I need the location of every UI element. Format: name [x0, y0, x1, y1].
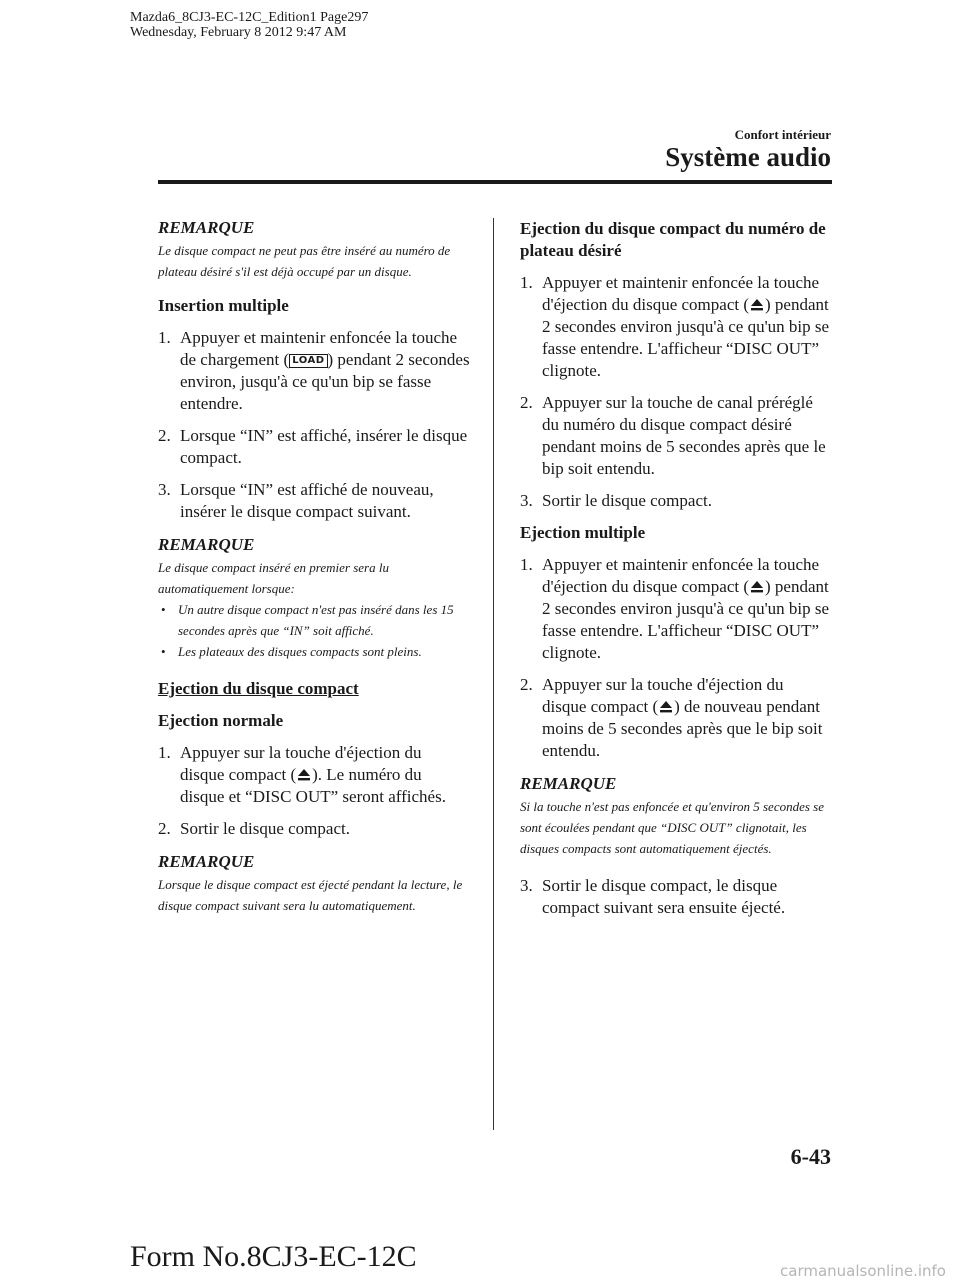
insertion-heading: Insertion multiple [158, 296, 289, 315]
eject-icon [297, 768, 311, 782]
step-text: ) pendant 2 secondes environ, jusqu'à ce qu'un bip se fasse entendre. [180, 350, 470, 413]
final-step [520, 875, 832, 919]
multiple-step-1 [520, 554, 832, 664]
header-rule [158, 180, 832, 184]
normal-step-2 [158, 818, 470, 840]
step-number: 1. [158, 328, 171, 347]
step-number: 3. [520, 491, 533, 510]
desired-step-1 [520, 272, 832, 382]
load-button-icon: LOAD [289, 354, 327, 368]
chapter-title: Confort intérieur [734, 127, 831, 142]
eject-icon [659, 700, 673, 714]
note-text: Si la touche n'est pas enfoncée et qu'environ 5 secondes se sont écoulées pendant que “DISC OUT” clignotait, les disques compacts sont automatiquement éjectés. [520, 799, 824, 856]
desired-step-2 [520, 392, 832, 480]
note-remarque-4 [520, 774, 832, 859]
note-label: REMARQUE [158, 535, 255, 554]
desired-eject-heading: Ejection du disque compact du numéro de plateau désiré [520, 219, 826, 260]
right-column [520, 218, 832, 919]
bullet-text: Les plateaux des disques compacts sont pleins. [178, 644, 422, 659]
step-text: Appuyer sur la touche d'éjection du disque compact ( [180, 743, 422, 784]
step-number: 1. [520, 555, 533, 574]
step-text: ) de nouveau pendant moins de 5 secondes après que le bip soit entendu. [542, 697, 823, 760]
insertion-step-1 [158, 327, 470, 415]
step-text: Sortir le disque compact. [542, 491, 712, 510]
step-text: ) pendant 2 secondes environ jusqu'à ce qu'un bip se fasse entendre. L'afficheur “DISC OUT” clignote. [542, 577, 830, 662]
step-number: 2. [520, 675, 533, 694]
step-text: Appuyer sur la touche d'éjection du disque compact ( [542, 675, 784, 716]
note-bullet [158, 599, 470, 641]
step-text: ). Le numéro du disque et “DISC OUT” seront affichés. [180, 765, 446, 806]
step-text: Appuyer et maintenir enfoncée la touche d'éjection du disque compact ( [542, 555, 820, 596]
step-text: ) pendant 2 secondes environ jusqu'à ce qu'un bip se fasse entendre. L'afficheur “DISC OUT” clignote. [542, 295, 830, 380]
multiple-eject-heading: Ejection multiple [520, 523, 646, 542]
column-divider [493, 218, 494, 1130]
form-number: Form No.8CJ3-EC-12C [130, 1240, 417, 1273]
step-number: 1. [520, 273, 533, 292]
bullet-icon: • [161, 602, 166, 617]
step-number: 2. [158, 426, 171, 445]
step-text: Sortir le disque compact. [180, 819, 350, 838]
eject-icon [750, 580, 764, 594]
insertion-step-2 [158, 425, 470, 469]
step-number: 1. [158, 743, 171, 762]
section-title: Système audio [665, 142, 831, 172]
step-text: Sortir le disque compact, le disque compact suivant sera ensuite éjecté. [542, 876, 786, 917]
note-remarque-1 [158, 218, 470, 282]
normal-step-1 [158, 742, 470, 808]
page-number: 6-43 [790, 1144, 831, 1169]
normal-eject-heading: Ejection normale [158, 711, 284, 730]
note-text: Le disque compact inséré en premier sera lu automatiquement lorsque: [158, 560, 389, 596]
step-text: Lorsque “IN” est affiché de nouveau, insérer le disque compact suivant. [180, 480, 434, 521]
note-text: Le disque compact ne peut pas être inséré au numéro de plateau désiré s'il est déjà occupé par un disque. [158, 243, 451, 279]
note-label: REMARQUE [520, 774, 617, 793]
bullet-text: Un autre disque compact n'est pas inséré dans les 15 secondes après que “IN” soit affiché. [178, 602, 454, 638]
step-text: Appuyer et maintenir enfoncée la touche de chargement ( [180, 328, 458, 369]
print-header-file: Mazda6_8CJ3-EC-12C_Edition1 Page297 [130, 10, 369, 25]
note-text: Lorsque le disque compact est éjecté pendant la lecture, le disque compact suivant sera lu automatiquement. [158, 877, 463, 913]
step-number: 2. [520, 393, 533, 412]
step-number: 3. [520, 876, 533, 895]
left-column [158, 218, 470, 916]
multiple-step-2 [520, 674, 832, 762]
bullet-icon: • [161, 644, 166, 659]
eject-icon [750, 298, 764, 312]
desired-step-3 [520, 490, 832, 512]
step-text: Lorsque “IN” est affiché, insérer le disque compact. [180, 426, 468, 467]
step-text: Appuyer sur la touche de canal préréglé du numéro du disque compact désiré pendant moins de 5 secondes après que le bip soit entendu. [542, 393, 826, 478]
print-header-date: Wednesday, February 8 2012 9:47 AM [130, 25, 347, 40]
eject-section-title: Ejection du disque compact [158, 679, 359, 698]
step-number: 3. [158, 480, 171, 499]
note-remarque-3 [158, 852, 470, 916]
note-bullet [158, 641, 470, 662]
step-text: Appuyer et maintenir enfoncée la touche d'éjection du disque compact ( [542, 273, 820, 314]
note-label: REMARQUE [158, 218, 255, 237]
insertion-step-3 [158, 479, 470, 523]
note-remarque-2 [158, 535, 470, 662]
print-header [130, 10, 368, 40]
note-label: REMARQUE [158, 852, 255, 871]
watermark: carmanualsonline.info [780, 1262, 946, 1280]
step-number: 2. [158, 819, 171, 838]
